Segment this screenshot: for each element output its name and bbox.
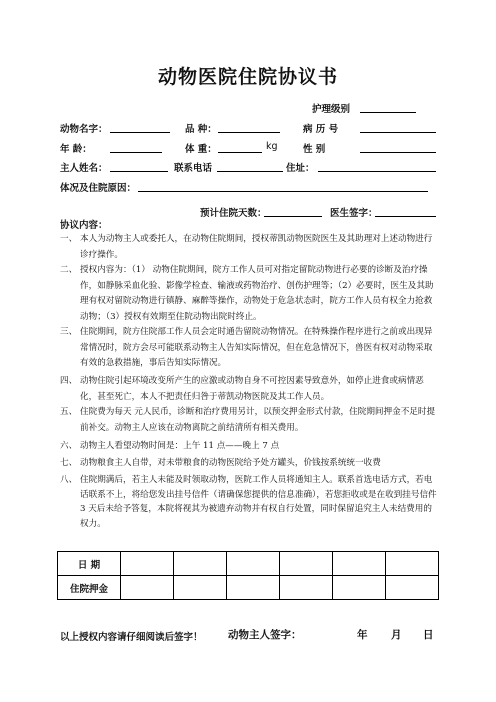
doctor-sig-label: 医生签字： (330, 208, 378, 219)
case-no-label: 病 历 号 (303, 124, 339, 135)
weight-field[interactable] (218, 152, 262, 153)
condition-label: 体况及住院原因： (60, 183, 137, 194)
address-label: 住址： (286, 163, 315, 174)
clause-number: 六、 (60, 441, 78, 451)
clause-text: 动物住院引起环境改变所产生的应激或动物自身不可控因素导致意外，如停止进食或病情恶化，甚至死亡，本人不把责任归咎于蒂凯动物医院及其工作人员。 (80, 376, 424, 402)
clause-number: 八、 (60, 475, 78, 485)
clause-text: 动物粮食主人自带，对未带粮食的动物医院给予处方罐头，价钱按系统统一收费 (80, 458, 381, 468)
year-label: 年 (357, 629, 368, 641)
deposit-row-label: 住院押金 (58, 576, 121, 600)
clause-number: 四、 (60, 376, 78, 386)
phone-field[interactable] (217, 171, 283, 172)
owner-field[interactable] (110, 171, 168, 172)
clause-7 (60, 456, 440, 472)
clause-4 (60, 374, 440, 405)
clause-3 (60, 325, 440, 372)
table-cell[interactable] (386, 576, 439, 600)
age-label: 年 龄： (60, 144, 92, 155)
owner-signature-label: 动物主人签字： (228, 629, 302, 641)
est-days-label: 预计住院天数： (200, 208, 267, 219)
clause-number: 三、 (60, 327, 78, 337)
clause-text: 住院期满后，若主人未能及时领取动物，医院工作人员将通知主人。联系首选电话方式，若电话联系不上，将给您发出挂号信件（请确保您提供的信息准确），若您拒收或是在收到挂号信件 3 天后未给予答复，本院将视其为被遗弃动物并有权自行处置，同时保留追究主人未结费用的权力。 (80, 475, 437, 529)
clause-text: 住院费为每天 元人民币，诊断和治疗费用另计，以预交押金形式付款，住院期间押金不足时提前补交。动物主人应该在动物离院之前结清所有相关费用。 (80, 407, 436, 433)
clause-number: 五、 (60, 407, 78, 417)
document-title: 动物医院住院协议书 (157, 66, 338, 88)
doctor-sig-field[interactable] (375, 216, 436, 217)
footer-notice: 以上授权内容请仔细阅读后签字！ (60, 632, 203, 643)
est-days-field[interactable] (264, 216, 322, 217)
clause-6 (60, 439, 440, 455)
clause-text: 住院期间，院方住院部工作人员会定时通告留院动物情况。在特殊操作程序进行之前或出现异常情况时，院方会尽可能联系动物主人告知实际情况，但在危急情况下，兽医有权对动物采取有效的急救措施，事后告知实际情况。 (80, 327, 433, 368)
agreement-heading: 协议内容： (60, 220, 108, 231)
sex-label: 性 别 (303, 144, 326, 155)
weight-unit: kg (266, 141, 278, 152)
table-row (58, 576, 439, 600)
table-cell[interactable] (121, 576, 174, 600)
date-row-label: 日 期 (58, 552, 121, 576)
clause-number: 一、 (60, 234, 78, 244)
clause-2 (60, 263, 440, 325)
phone-label: 联系电话 (174, 163, 213, 174)
clause-text: 授权内容为：（1） 动物住院期间，院方工作人员可对指定留院动物进行必要的诊断及治疗操作，如静脉采血化验、影像学检查、输液或药物治疗、创伤护理等；（2）必要时，医生及其助理有权对留院动物进行镇静、麻醉等操作，动物处于危急状态时，院方工作人员有权全力抢救动物；（3）授权有效期至住院动物出院时终止。 (80, 265, 434, 322)
case-no-field[interactable] (360, 132, 436, 133)
sex-field[interactable] (360, 152, 436, 153)
table-cell[interactable] (280, 552, 333, 576)
clause-number: 七、 (60, 458, 78, 468)
owner-label: 主人姓名： (60, 163, 108, 174)
pet-name-label: 动物名字： (60, 124, 108, 135)
clause-5 (60, 405, 440, 436)
table-cell[interactable] (280, 576, 333, 600)
age-field[interactable] (110, 152, 162, 153)
table-cell[interactable] (227, 576, 280, 600)
clause-1 (60, 232, 440, 263)
month-label: 月 (391, 629, 402, 641)
condition-field[interactable] (138, 191, 428, 192)
table-cell[interactable] (333, 576, 386, 600)
table-cell[interactable] (121, 552, 174, 576)
breed-label: 品 种： (185, 124, 217, 135)
table-cell[interactable] (333, 552, 386, 576)
care-level-field[interactable] (360, 112, 416, 113)
breed-field[interactable] (218, 132, 280, 133)
table-cell[interactable] (227, 552, 280, 576)
table-row (58, 552, 439, 576)
clause-8 (60, 473, 440, 531)
clause-text: 本人为动物主人或委托人，在动物住院期间，授权蒂凯动物医院医生及其助理对上述动物进行诊疗操作。 (80, 234, 433, 260)
weight-label: 体 重： (185, 144, 217, 155)
day-label: 日 (423, 629, 434, 641)
pet-name-field[interactable] (110, 132, 170, 133)
clause-number: 二、 (60, 265, 78, 275)
care-level-label: 护理级别 (312, 104, 351, 115)
deposit-table (57, 551, 439, 600)
table-cell[interactable] (174, 576, 227, 600)
table-cell[interactable] (386, 552, 439, 576)
address-field[interactable] (318, 171, 436, 172)
table-cell[interactable] (174, 552, 227, 576)
clause-text: 动物主人看望动物时间是：上午 11 点——晚上 7 点 (80, 441, 280, 451)
